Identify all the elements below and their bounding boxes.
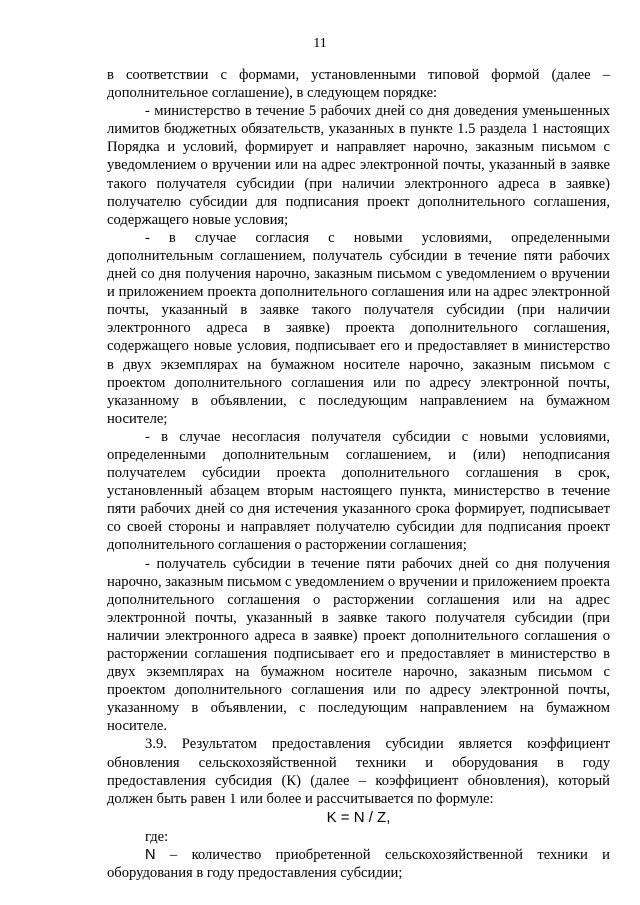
definition-symbol: N <box>145 846 156 863</box>
paragraph-agreement-consent: - в случае согласия с новыми условиями, определенными дополнительным соглашением, получатель субсидии в течение пяти рабочих дней со дня получения нарочно, заказным письмом с уведомлением о вручении и приложением проекта дополнительного соглашения или на адрес электронной почты, указанный в заявке такого получателя субсидии (при наличии электронного адреса в заявке) проекта дополнительного соглашения, содержащего новые условия, подписывает его и предоставляет в министерство в двух экземплярах на бумажном носителе нарочно, заказным письмом с проектом дополнительного соглашения или по адресу электронной почты, указанному в объявлении, с последующим направлением на бумажном носителе; <box>107 229 610 427</box>
definition-n <box>107 846 610 882</box>
paragraph-section-3-9: 3.9. Результатом предоставления субсидии является коэффициент обновления сельскохозяйственной техники и оборудования в году предоставления субсидия (К) (далее – коэффициент обновления), который должен быть равен 1 или более и рассчитывается по формуле: <box>107 736 610 807</box>
document-body <box>107 66 610 882</box>
paragraph-ministry-step: - министерство в течение 5 рабочих дней со дня доведения уменьшенных лимитов бюджетных обязательств, указанных в пункте 1.5 раздела 1 настоящих Порядка и условий, формирует и направляет нарочно, заказным письмом с уведомлением о вручении или на адрес электронной почты, указанный в заявке такого получателя субсидии (при наличии электронного адреса в заявке) получателю субсидии для подписания проект дополнительного соглашения, содержащего новые условия; <box>107 103 610 228</box>
definition-text: – количество приобретенной сельскохозяйственной техники и оборудования в году предоставления субсидии; <box>107 846 610 882</box>
where-label: где: <box>145 828 169 845</box>
paragraph-termination-signing: - получатель субсидии в течение пяти рабочих дней со дня получения нарочно, заказным письмом с уведомлением о вручении и приложением проекта дополнительного соглашения о расторжении соглашения или на адрес электронной почты, указанный в заявке такого получателя субсидии (при наличии электронного адреса в заявке) проект дополнительного соглашения о расторжении соглашения подписывает его и предоставляет в министерство в двух экземплярах на бумажном носителе нарочно, заказным письмом с проектом дополнительного соглашения или по адресу электронной почты, указанному в объявлении, с последующим направлением на бумажном носителе. <box>107 555 610 735</box>
paragraph-intro: в соответствии с формами, установленными типовой формой (далее – дополнительное соглашение), в следующем порядке: <box>107 67 610 102</box>
page-number: 11 <box>313 36 327 51</box>
formula: K = N / Z, <box>326 808 391 826</box>
paragraph-agreement-refusal: - в случае несогласия получателя субсидии с новыми условиями, определенными дополнительным соглашением, и (или) неподписания получателем субсидии проекта дополнительного соглашения в срок, установленный абзацем вторым настоящего пункта, министерство в течение пяти рабочих дней со дня истечения указанного срока формирует, подписывает со своей стороны и направляет получателю субсидии для подписания проект дополнительного соглашения о расторжении соглашения; <box>107 428 610 554</box>
